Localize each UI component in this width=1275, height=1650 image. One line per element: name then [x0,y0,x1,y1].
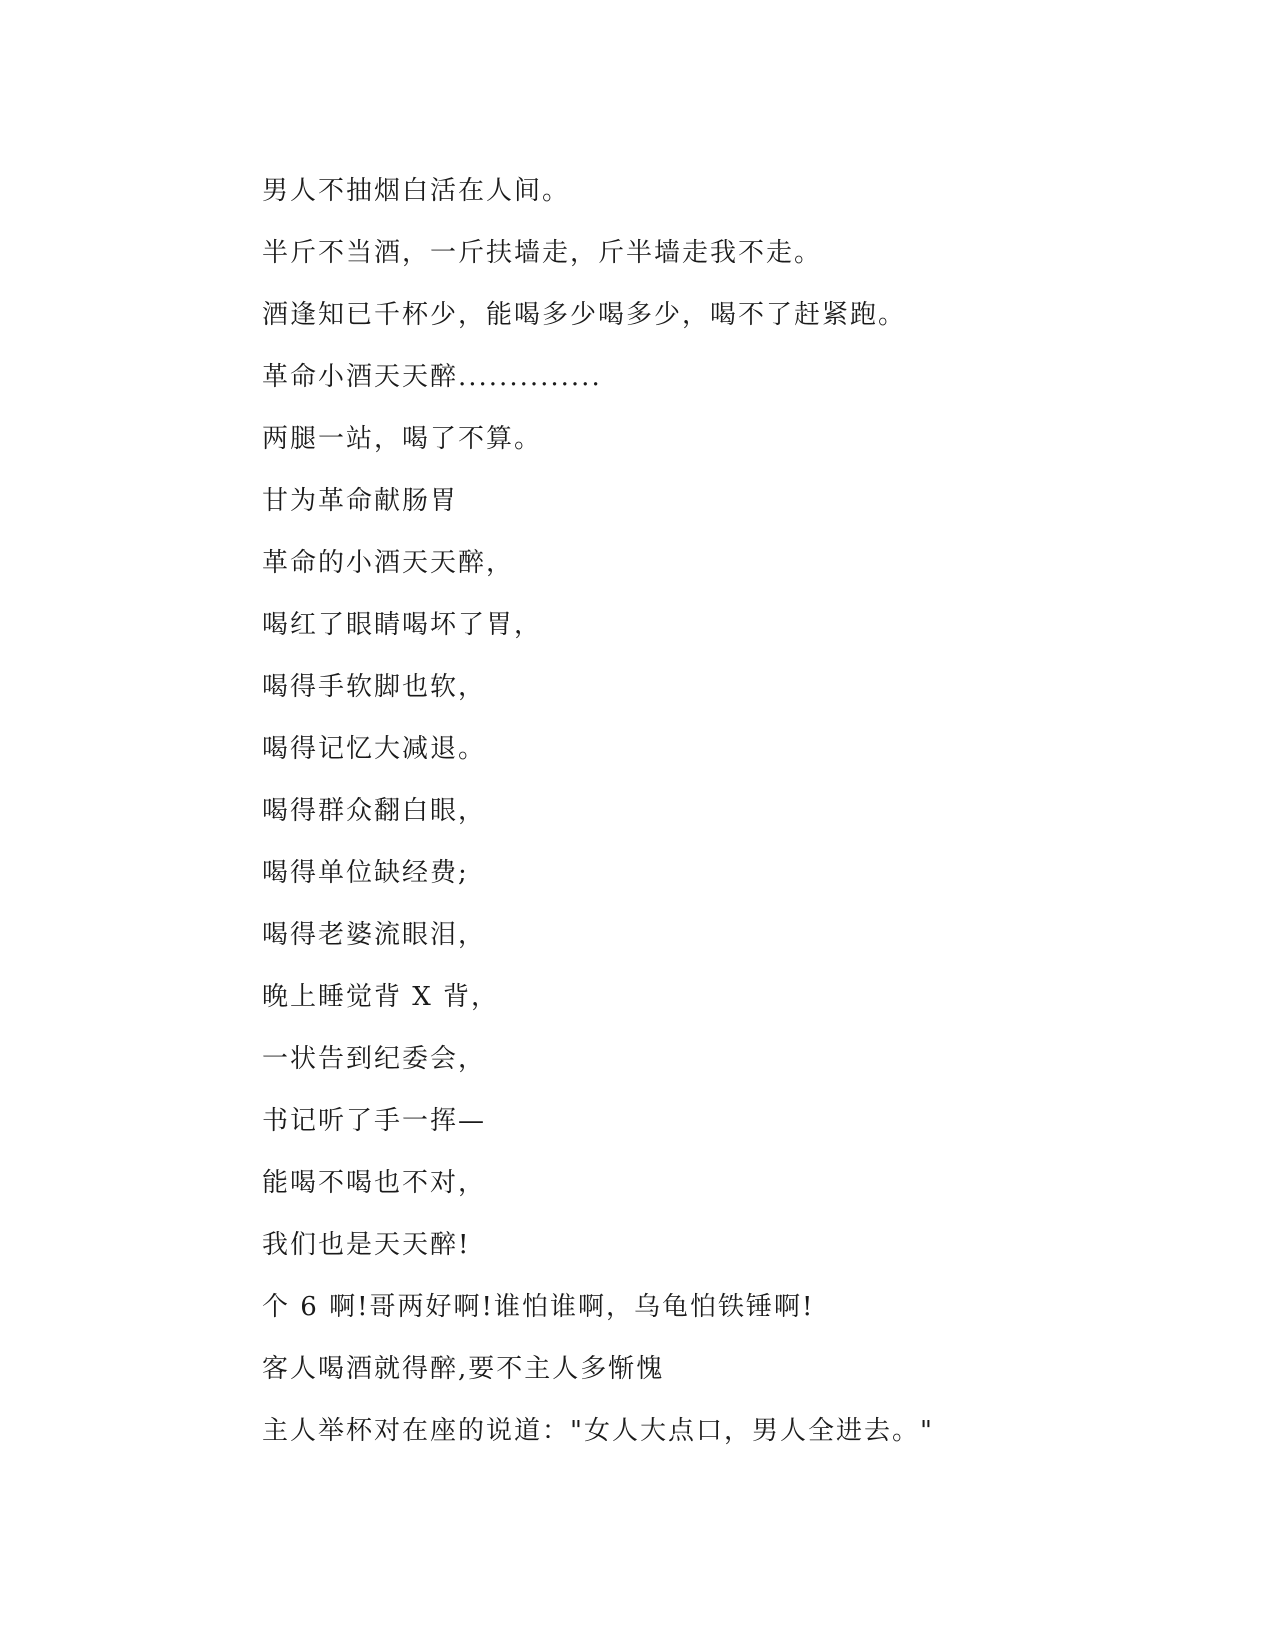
text-line: 半斤不当酒，一斤扶墙走，斤半墙走我不走。 [262,238,823,268]
text-line: 我们也是天天醉! [262,1230,471,1260]
text-line: 晚上睡觉背 X 背， [262,982,500,1012]
text-line: 能喝不喝也不对， [262,1168,487,1198]
text-line: 两腿一站，喝了不算。 [262,424,543,454]
text-line: 喝得手软脚也软， [262,672,487,702]
text-line: 一状告到纪委会， [262,1044,487,1074]
text-line: 革命的小酒天天醉， [262,548,515,578]
text-line: 酒逢知已千杯少，能喝多少喝多少，喝不了赶紧跑。 [262,300,907,330]
text-line: 男人不抽烟白活在人间。 [262,176,571,206]
text-line: 喝得单位缺经费; [262,858,469,888]
text-line: 个 6 啊!哥两好啊!谁怕谁啊，乌龟怕铁锤啊! [262,1292,815,1322]
text-line: 喝得记忆大减退。 [262,734,487,764]
text-line: 喝得老婆流眼泪， [262,920,487,950]
text-line: 喝得群众翻白眼， [262,796,487,826]
text-line: 甘为革命献肠胃 [262,486,459,516]
text-line: 喝红了眼睛喝坏了胃， [262,610,543,640]
text-line: 革命小酒天天醉.............. [262,362,602,392]
text-body [262,160,1142,1462]
text-line: 主人举杯对在座的说道："女人大点口，男人全进去。" [262,1416,934,1446]
text-line: 书记听了手一挥— [262,1106,487,1136]
text-line: 客人喝酒就得醉,要不主人多惭愧 [262,1354,665,1384]
